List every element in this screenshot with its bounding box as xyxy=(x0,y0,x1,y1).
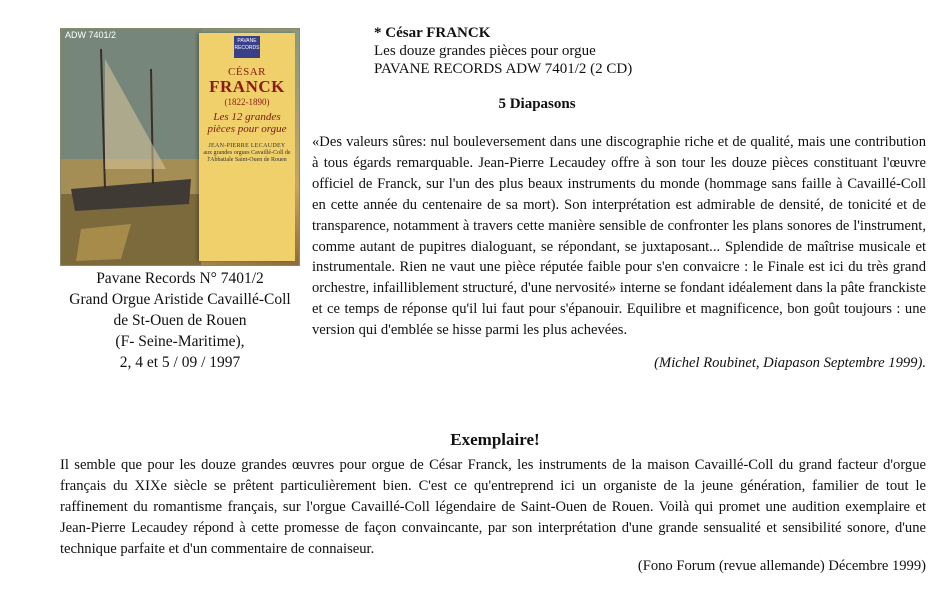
section-title: Exemplaire! xyxy=(450,430,540,449)
cover-performer: JEAN-PIERRE LECAUDEY xyxy=(208,143,286,149)
diapason-review xyxy=(312,132,926,341)
cover-first-name: CÉSAR xyxy=(228,66,266,78)
caption-line: 2, 4 et 5 / 09 / 1997 xyxy=(119,354,241,371)
cover-instrument xyxy=(199,150,295,164)
cover-caption xyxy=(56,268,304,373)
release-header xyxy=(374,24,632,78)
review-credit: (Michel Roubinet, Diapason Septembre 1999). xyxy=(654,355,926,371)
fono-forum-review xyxy=(60,455,926,560)
review-text: «Des valeurs sûres: nul bouleversement dans une discographie riche et de qualité, mais une contribution à tous égards remarquable. Jean-Pierre Lecaudey offre à son tour les douze pièces constituant l'œuvre officiel de Franck, sur l'un des plus beaux instruments du monde (hommage sans faille à Cavaillé-Coll en cette année du centenaire de sa mort). Son interprétation est admirable de densité, de tonicité et de transparence, notamment à travers cette manière sensible de confronter les plans sonores de l'instrument, comme autant de pupitres dialoguant, se répondant, se juxtaposant... Splendide de maîtrise musicale et instrumentale. Rien ne vaut une pièce réputée faible pour s'en convaicre : le Finale est ici du très grand orchestre, infailliblement structuré, d'une nervosité» interne se fondant idéalement dans la pâte franckiste et ce temps de réponse qu'il lui faut pour s'épanouir. Equilibre et magnificence, bon goût toujours : une version qui d'emblée se hisse parmi les plus achevées. xyxy=(312,134,926,339)
cover-work-line: Les 12 grandes xyxy=(213,111,281,123)
label-catalog: PAVANE RECORDS ADW 7401/2 (2 CD) xyxy=(374,61,633,77)
rating: 5 Diapasons xyxy=(498,96,576,112)
cover-catalog-number: ADW 7401/2 xyxy=(65,30,117,40)
cover-dates: (1822-1890) xyxy=(224,97,270,107)
cover-title-panel xyxy=(199,33,295,261)
cover-instrument-line: aux grandes orgues Cavaillé-Coll de xyxy=(203,150,291,156)
caption-line: de St-Ouen de Rouen xyxy=(113,312,247,329)
album-cover xyxy=(60,28,300,266)
cover-instrument-line: l'Abbatiale Saint-Ouen de Rouen xyxy=(207,157,287,163)
caption-line: Grand Orgue Aristide Cavaillé-Coll xyxy=(69,291,291,308)
caption-line: (F- Seine-Maritime), xyxy=(115,333,245,350)
cover-work-title xyxy=(199,111,295,135)
pavane-logo: PAVANE RECORDS xyxy=(234,36,260,58)
review-credit: (Fono Forum (revue allemande) Décembre 1999) xyxy=(637,558,926,574)
boat-painting xyxy=(61,29,201,265)
cover-last-name: FRANCK xyxy=(209,77,285,96)
composer-name: * César FRANCK xyxy=(374,25,491,41)
review-text: Il semble que pour les douze grandes œuvres pour orgue de César Franck, les instruments de la maison Cavaillé-Coll du grand facteur d'orgue français du XIXe siècle se prêtent particulièrement bien. C'est ce qu'entreprend ici un organiste de la jeune génération, familier de tout le raffinement du romantisme français, sur l'orgue Cavaillé-Coll légendaire de Saint-Ouen de Rouen. Voilà qui promet une audition exemplaire et Jean-Pierre Lecaudey répond à cette promesse de façon convaincante, par son interprétation d'une grande sensualité et sensibilité sonore, d'une technique parfaite et d'un commentaire de connaiseur. xyxy=(60,457,926,557)
caption-line: Pavane Records N° 7401/2 xyxy=(96,270,264,287)
cover-work-line: pièces pour orgue xyxy=(207,123,287,135)
work-title: Les douze grandes pièces pour orgue xyxy=(374,43,596,59)
